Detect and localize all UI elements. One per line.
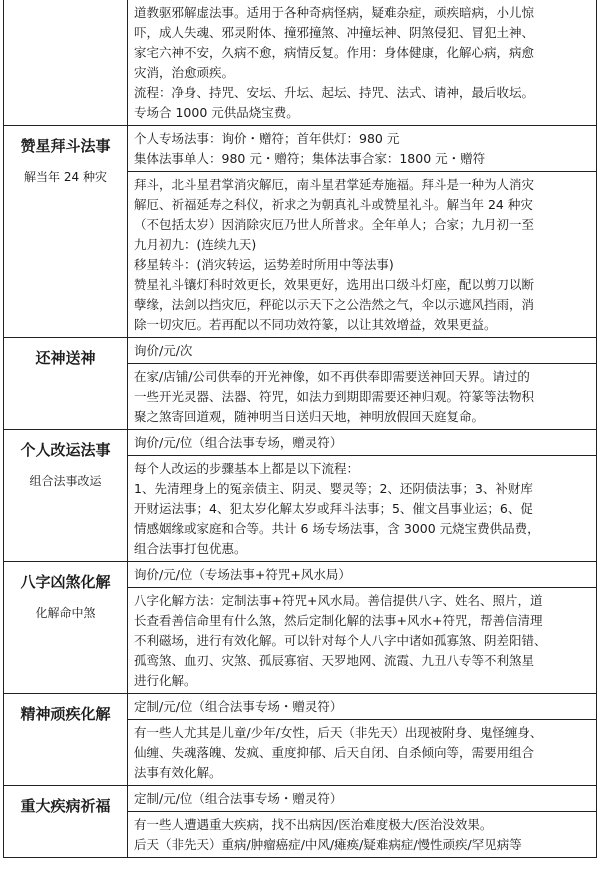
text-line: 在家/店铺/公司供奉的开光神像，如不再供奉即需要送神回天界。请过的: [134, 369, 530, 384]
service-title: 八字凶煞化解: [20, 573, 111, 591]
text-line: 进行化解。: [134, 673, 197, 688]
service-name-cell: [3, 0, 128, 125]
service-title: 还神送神: [35, 349, 96, 367]
text-line: 集体法事单人：980 元・赠符；集体法事合家：1800 元・赠符: [134, 151, 486, 166]
price-cell: [128, 786, 596, 812]
service-detail-cell: [128, 338, 597, 429]
service-detail-cell: [128, 0, 597, 125]
text-line: 赞星礼斗镶灯科时效更长，效果更好，选用出口级斗灯座，配以剪刀以断: [134, 277, 535, 292]
text-line: 每个人改运的步骤基本上都是以下流程：: [134, 461, 360, 476]
service-row: [3, 786, 597, 858]
service-name-cell: [3, 694, 128, 785]
service-title: 重大疾病祈福: [20, 797, 111, 815]
price-cell: [128, 338, 596, 364]
service-name-cell: [3, 338, 128, 429]
text-line: 聚之煞寄回道观，随神明当日送归天地，神明放假回天庭复命。: [134, 409, 485, 424]
text-line: 不利磁场，进行有效化解。可以针对每个人八字中诸如孤寡煞、阴差阳错、: [134, 633, 547, 648]
description-cell: [128, 588, 596, 693]
text-line: 询价/元/位（专场法事+符咒+风水局）: [134, 567, 351, 582]
service-row: [3, 562, 597, 694]
text-line: 家宅六神不安，久病不愈，病情反复。作用：身体健康，化解心病，病愈: [134, 45, 535, 60]
service-subtitle: 组合法事改运: [29, 474, 102, 488]
text-line: 询价/元/次: [134, 343, 193, 358]
text-line: 法事有效化解。: [134, 765, 222, 780]
text-line: （不包括太岁）因消除灾厄乃世人所普求。全年单人；合家；九月初一至: [134, 217, 535, 232]
service-subtitle: 解当年 24 种灾: [24, 170, 107, 184]
text-line: 定制/元/位（组合法事专场・赠灵符）: [134, 699, 343, 714]
service-detail-cell: [128, 786, 597, 857]
text-line: 有一些人尤其是儿童/少年/女性，后天（非先天）出现被附身、鬼怪缠身、: [134, 725, 543, 740]
text-line: 灾消，治愈顽疾。: [134, 65, 235, 80]
text-line: 询价/元/位（组合法事专场，赠灵符）: [134, 435, 343, 450]
description-cell: [128, 456, 596, 561]
text-line: 孽缘，法剑以挡灾厄，秤砣以示天下之公浩然之气，伞以示遮风挡雨，消: [134, 297, 535, 312]
service-title: 精神顽疾化解: [20, 705, 111, 723]
service-row: [3, 0, 597, 126]
text-line: 吓，成人失魂、邪灵附体、撞邪撞煞、冲撞坛神、阴煞侵犯、冒犯土神、: [134, 25, 535, 40]
text-line: 道教驱邪解虚法事。适用于各种奇病怪病，疑难杂症，顽疾暗病，小儿惊: [134, 5, 535, 20]
text-line: 长查看善信命里有什么煞，然后定制化解的法事+风水+符咒，帮善信清理: [134, 613, 543, 628]
service-detail-cell: [128, 126, 597, 337]
text-line: 拜斗，北斗星君掌消灾解厄，南斗星君掌延寿施福。拜斗是一种为人消灾: [134, 177, 535, 192]
text-line: 有一些人遭遇重大疾病，找不出病因/医治难度极大/医治没效果。: [134, 817, 493, 832]
price-cell: [128, 694, 596, 720]
price-cell: [128, 126, 596, 172]
service-name-cell: [3, 786, 128, 857]
service-row: [3, 338, 597, 430]
service-row: [3, 694, 597, 786]
price-cell: [128, 430, 596, 456]
service-name-cell: [3, 430, 128, 561]
description-cell: [128, 720, 596, 785]
text-line: 九月初九：(连续九天): [134, 237, 257, 252]
text-line: 情感姻缘或家庭和合等。共计 6 场专场法事，含 3000 元烧宝费供品费，: [134, 521, 540, 536]
service-name-cell: [3, 126, 128, 337]
text-line: 移星转斗：(消灾转运，运势差时所用中等法事): [134, 257, 394, 272]
text-line: 定制/元/位（组合法事专场・赠灵符）: [134, 791, 343, 806]
text-line: 八字化解方法：定制法事+符咒+风水局。善信提供八字、姓名、照片，道: [134, 593, 543, 608]
price-cell: [128, 562, 596, 588]
service-row: [3, 126, 597, 338]
text-line: 1、先清理身上的冤亲债主、阴灵、婴灵等；2、还阴债法事；3、补财库: [134, 481, 533, 496]
text-line: 孤鸾煞、血刃、灾煞、孤辰寡宿、天罗地网、流霞、九丑八专等不利煞星: [134, 653, 535, 668]
service-table: [3, 0, 597, 858]
text-line: 开财运法事；4、犯太岁化解太岁或拜斗法事；5、催文昌事业运；6、促: [134, 501, 533, 516]
service-name-cell: [3, 562, 128, 693]
service-row: [3, 430, 597, 562]
text-line: 解厄、祈福延寿之科仪，祈求之为朝真礼斗或赞星礼斗。解当年 24 种灾: [134, 197, 533, 212]
service-detail-cell: [128, 430, 597, 561]
description-cell: [128, 172, 596, 337]
service-title: 个人改运法事: [20, 441, 111, 459]
description-cell: [128, 812, 596, 857]
text-line: 组合法事打包优惠。: [134, 541, 247, 556]
text-line: 一些开光灵器、法器、符咒，如法力到期即需要还神归观。符篆等法物积: [134, 389, 535, 404]
service-detail-cell: [128, 562, 597, 693]
description-cell: [128, 364, 596, 429]
text-line: 除一切灾厄。若再配以不同功效符篆，以让其效增益，效果更益。: [134, 317, 497, 332]
description-cell: [128, 0, 596, 125]
service-detail-cell: [128, 694, 597, 785]
text-line: 后天（非先天）重病/肿瘤癌症/中风/瘫痪/疑难病症/慢性顽疾/罕见病等: [134, 837, 522, 852]
service-subtitle: 化解命中煞: [35, 606, 96, 620]
text-line: 流程：净身、持咒、安坛、升坛、起坛、持咒、法式、请神，最后收坛。: [134, 85, 535, 100]
text-line: 专场合 1000 元供品烧宝费。: [134, 105, 299, 120]
text-line: 个人专场法事：询价・赠符；首年供灯：980 元: [134, 131, 400, 146]
service-title: 赞星拜斗法事: [20, 137, 111, 155]
text-line: 仙缠、失魂落魄、发疯、重度抑郁、后天自闭、自杀倾向等，需要用组合: [134, 745, 535, 760]
